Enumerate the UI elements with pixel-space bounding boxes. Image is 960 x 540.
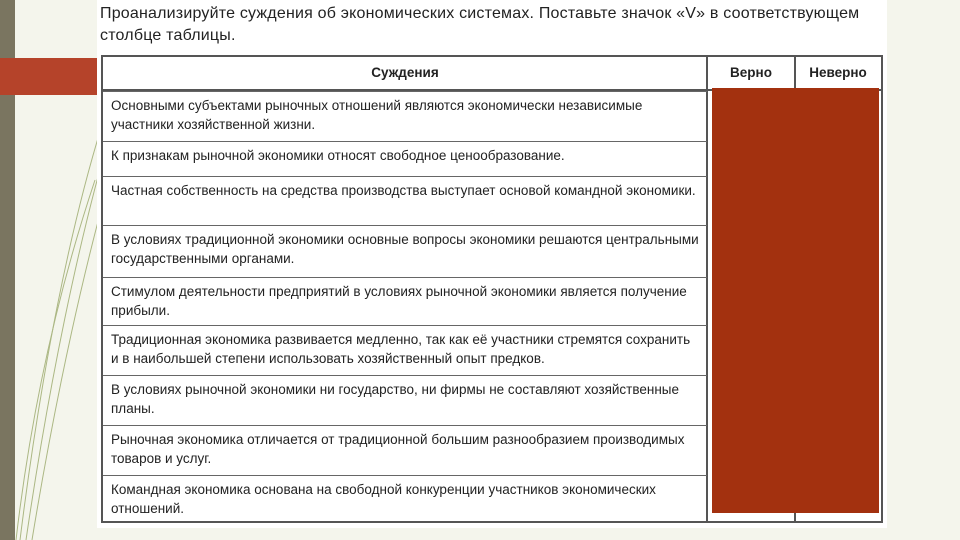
- header-true: Верно: [730, 65, 772, 80]
- table-row: Стимулом деятельности предприятий в условиях рыночной экономики является получение прибыли.: [103, 277, 707, 325]
- table-row: В условиях традиционной экономики основные вопросы экономики решаются центральными государственными органами.: [103, 225, 707, 277]
- table-row: Командная экономика основана на свободной конкуренции участников экономических отношений.: [103, 475, 707, 523]
- header-statements: Суждения: [371, 65, 439, 80]
- table-row: Основными субъектами рыночных отношений являются экономически независимые участники хозяйственной жизни.: [103, 91, 707, 141]
- table-row: Частная собственность на средства производства выступает основой командной экономики.: [103, 176, 707, 225]
- table-row: К признакам рыночной экономики относят свободное ценообразование.: [103, 141, 707, 176]
- table-header-row: [103, 57, 881, 91]
- header-false: Неверно: [809, 65, 867, 80]
- accent-block: [0, 58, 100, 95]
- table-row: Традиционная экономика развивается медленно, так как её участники стремятся сохранить и в наибольшей степени использовать хозяйственный опыт предков.: [103, 325, 707, 375]
- table-row: Рыночная экономика отличается от традиционной большим разнообразием производимых товаров и услуг.: [103, 425, 707, 475]
- instructions-text: Проанализируйте суждения об экономических системах. Поставьте значок «V» в соответствующем столбце таблицы.: [100, 5, 860, 44]
- table-row: В условиях рыночной экономики ни государство, ни фирмы не составляют хозяйственные планы.: [103, 375, 707, 425]
- answer-cover-block: [712, 88, 879, 513]
